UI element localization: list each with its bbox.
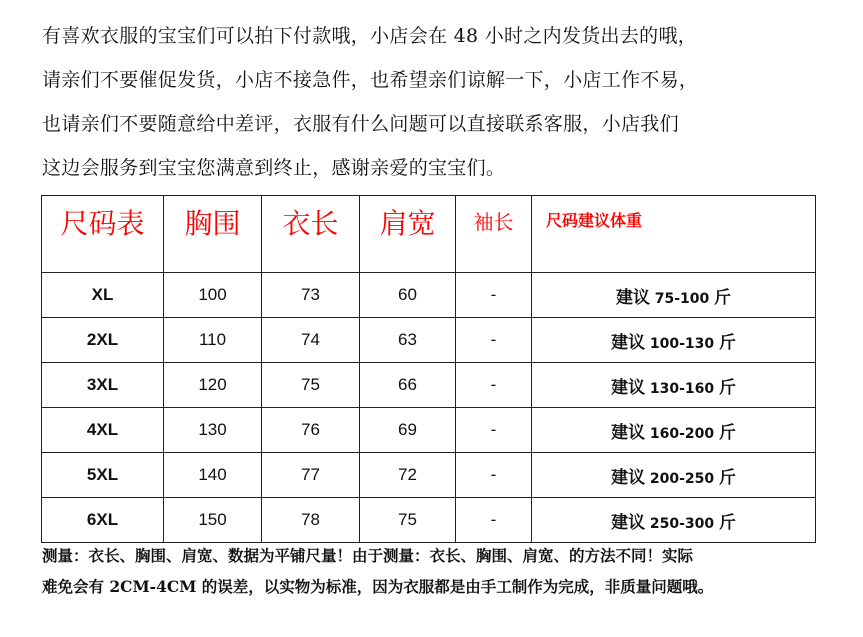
size-cell: 2XL [42, 318, 164, 363]
weight-prefix: 建议 [611, 377, 646, 398]
sleeve-cell: - [456, 498, 532, 543]
length-cell: 75 [262, 363, 360, 408]
weight-cell [532, 453, 816, 498]
intro-line: 也请亲们不要随意给中差评，衣服有什么问题可以直接联系客服，小店我们 [42, 113, 679, 135]
length-cell: 73 [262, 273, 360, 318]
header-length: 衣长 [262, 196, 360, 273]
weight-cell [532, 273, 816, 318]
weight-range: 100-130 [649, 335, 715, 352]
header-weight: 尺码建议体重 [532, 196, 816, 273]
weight-unit: 斤 [718, 332, 736, 353]
intro-text [42, 14, 842, 190]
weight-unit: 斤 [718, 467, 736, 488]
weight-range: 75-100 [654, 290, 710, 307]
table-header-row [42, 196, 816, 273]
size-cell: 3XL [42, 363, 164, 408]
weight-prefix: 建议 [616, 287, 650, 308]
table-row [42, 453, 816, 498]
weight-range: 160-200 [649, 425, 715, 442]
length-cell: 77 [262, 453, 360, 498]
shoulder-cell: 75 [360, 498, 456, 543]
weight-cell [532, 363, 816, 408]
size-cell: 4XL [42, 408, 164, 453]
weight-range: 130-160 [649, 380, 715, 397]
shoulder-cell: 60 [360, 273, 456, 318]
weight-range: 250-300 [649, 515, 715, 532]
weight-cell [532, 498, 816, 543]
header-chest: 胸围 [164, 196, 262, 273]
weight-unit: 斤 [718, 512, 736, 533]
weight-unit: 斤 [714, 287, 731, 308]
note-line: 测量：衣长、胸围、肩宽、数据为平铺尺量！由于测量：衣长、胸围、肩宽、的方法不同！实际 [42, 546, 694, 565]
intro-line: 请亲们不要催促发货，小店不接急件，也希望亲们谅解一下，小店工作不易， [42, 69, 699, 91]
shoulder-cell: 66 [360, 363, 456, 408]
table-row [42, 498, 816, 543]
intro-line: 这边会服务到宝宝您满意到终止，感谢亲爱的宝宝们。 [42, 157, 506, 179]
table-row [42, 408, 816, 453]
sleeve-cell: - [456, 273, 532, 318]
chest-cell: 100 [164, 273, 262, 318]
chest-cell: 140 [164, 453, 262, 498]
chest-cell: 120 [164, 363, 262, 408]
chest-cell: 130 [164, 408, 262, 453]
header-sleeve: 袖长 [456, 196, 532, 273]
intro-line: 有喜欢衣服的宝宝们可以拍下付款哦，小店会在 48 小时之内发货出去的哦， [42, 25, 698, 47]
header-size: 尺码表 [42, 196, 164, 273]
header-shoulder: 肩宽 [360, 196, 456, 273]
size-chart-table [41, 195, 816, 543]
length-cell: 76 [262, 408, 360, 453]
weight-unit: 斤 [718, 377, 736, 398]
table-row [42, 273, 816, 318]
sleeve-cell: - [456, 408, 532, 453]
weight-prefix: 建议 [611, 467, 646, 488]
shoulder-cell: 63 [360, 318, 456, 363]
weight-cell [532, 318, 816, 363]
table-row [42, 363, 816, 408]
weight-prefix: 建议 [611, 422, 646, 443]
chest-cell: 110 [164, 318, 262, 363]
size-cell: XL [42, 273, 164, 318]
weight-unit: 斤 [718, 422, 736, 443]
length-cell: 78 [262, 498, 360, 543]
note-line: 难免会有 2CM-4CM 的误差，以实物为标准，因为衣服都是由手工制作为完成，非质量问题哦。 [42, 577, 714, 596]
sleeve-cell: - [456, 318, 532, 363]
measurement-notes [42, 540, 842, 602]
sleeve-cell: - [456, 363, 532, 408]
size-cell: 5XL [42, 453, 164, 498]
weight-prefix: 建议 [611, 332, 646, 353]
table-row [42, 318, 816, 363]
length-cell: 74 [262, 318, 360, 363]
shoulder-cell: 69 [360, 408, 456, 453]
weight-cell [532, 408, 816, 453]
chest-cell: 150 [164, 498, 262, 543]
size-cell: 6XL [42, 498, 164, 543]
weight-range: 200-250 [649, 470, 715, 487]
shoulder-cell: 72 [360, 453, 456, 498]
weight-prefix: 建议 [611, 512, 646, 533]
sleeve-cell: - [456, 453, 532, 498]
